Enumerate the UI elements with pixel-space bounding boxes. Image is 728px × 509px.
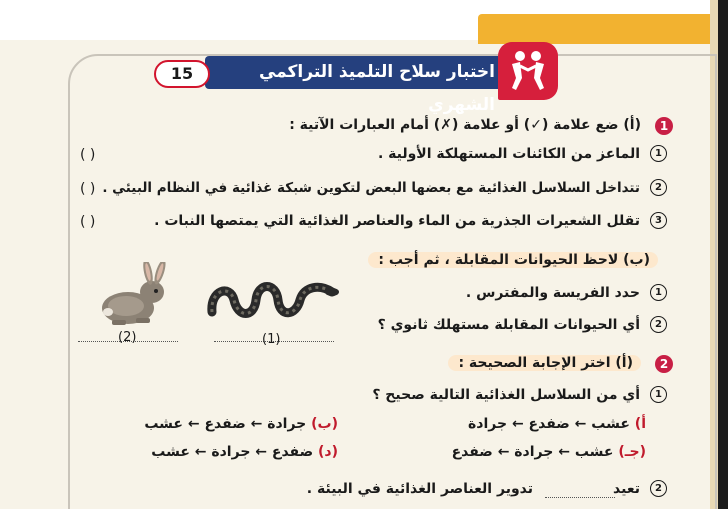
page-title: اختبار سلاح التلميذ التراكمي الشهري — [258, 62, 495, 115]
option-c[interactable]: (جـ) عشب ← جرادة ← ضفدع — [451, 444, 646, 460]
q1b-item-2-text: أي الحيوانات المقابلة مستهلك ثانوي ؟ — [377, 317, 640, 333]
q1a-heading: (أ) ضع علامة (✓) أو علامة (✗) أمام العبارات الآتية : — [289, 117, 641, 133]
q2a-item-2-number: 2 — [650, 480, 667, 497]
option-d[interactable]: (د) ضفدع ← جرادة ← عشب — [151, 444, 338, 460]
test-number-badge: 15 — [154, 60, 210, 88]
q1a-item-3-number: 3 — [650, 212, 667, 229]
q2a-item-1-text: أي من السلاسل الغذائية التالية صحيح ؟ — [372, 387, 640, 403]
q1a-item-2-answer[interactable]: ( ) — [80, 181, 96, 197]
q2a-item-2-rest: تدوير العناصر الغذائية في البيئة . — [306, 481, 533, 497]
animal-caption-1: (1) — [262, 332, 281, 347]
q1a-item-3-text: تقلل الشعيرات الجذرية من الماء والعناصر الغذائية التي يمتصها النبات . — [154, 213, 640, 229]
option-b[interactable]: (ب) جرادة ← ضفدع ← عشب — [144, 416, 338, 432]
q1a-item-2-number: 2 — [650, 179, 667, 196]
q1a-item-1-number: 1 — [650, 145, 667, 162]
yellow-tab — [478, 14, 718, 44]
animal-caption-2: (2) — [118, 330, 137, 345]
rabbit-image — [96, 262, 176, 328]
q1a-item-2-text: تتداخل السلاسل الغذائية مع بعضها البعض لتكوين شبكة غذائية في النظام البيئي . — [102, 180, 640, 196]
snake-image — [204, 270, 340, 328]
q2a-item-2-blank[interactable] — [545, 496, 615, 498]
q1b-heading: (ب) لاحظ الحيوانات المقابلة ، ثم أجب : — [368, 252, 658, 268]
q2a-item-1-number: 1 — [650, 386, 667, 403]
q1b-item-1-text: حدد الفريسة والمفترس . — [465, 285, 640, 301]
q2a-heading: (أ) اختر الإجابة الصحيحة : — [448, 355, 641, 371]
q1a-item-1-text: الماعز من الكائنات المستهلكة الأولية . — [377, 146, 640, 162]
question-2-number: 2 — [655, 355, 673, 373]
q1a-item-1-answer[interactable]: ( ) — [80, 147, 96, 163]
question-1-number: 1 — [655, 117, 673, 135]
q2a-item-2-word: تعيد — [613, 481, 640, 497]
kids-logo-icon — [498, 42, 558, 100]
q1b-item-1-number: 1 — [650, 284, 667, 301]
option-a[interactable]: أ) عشب ← ضفدع ← جرادة — [468, 416, 646, 432]
q1b-item-2-number: 2 — [650, 316, 667, 333]
q1a-item-3-answer[interactable]: ( ) — [80, 214, 96, 230]
